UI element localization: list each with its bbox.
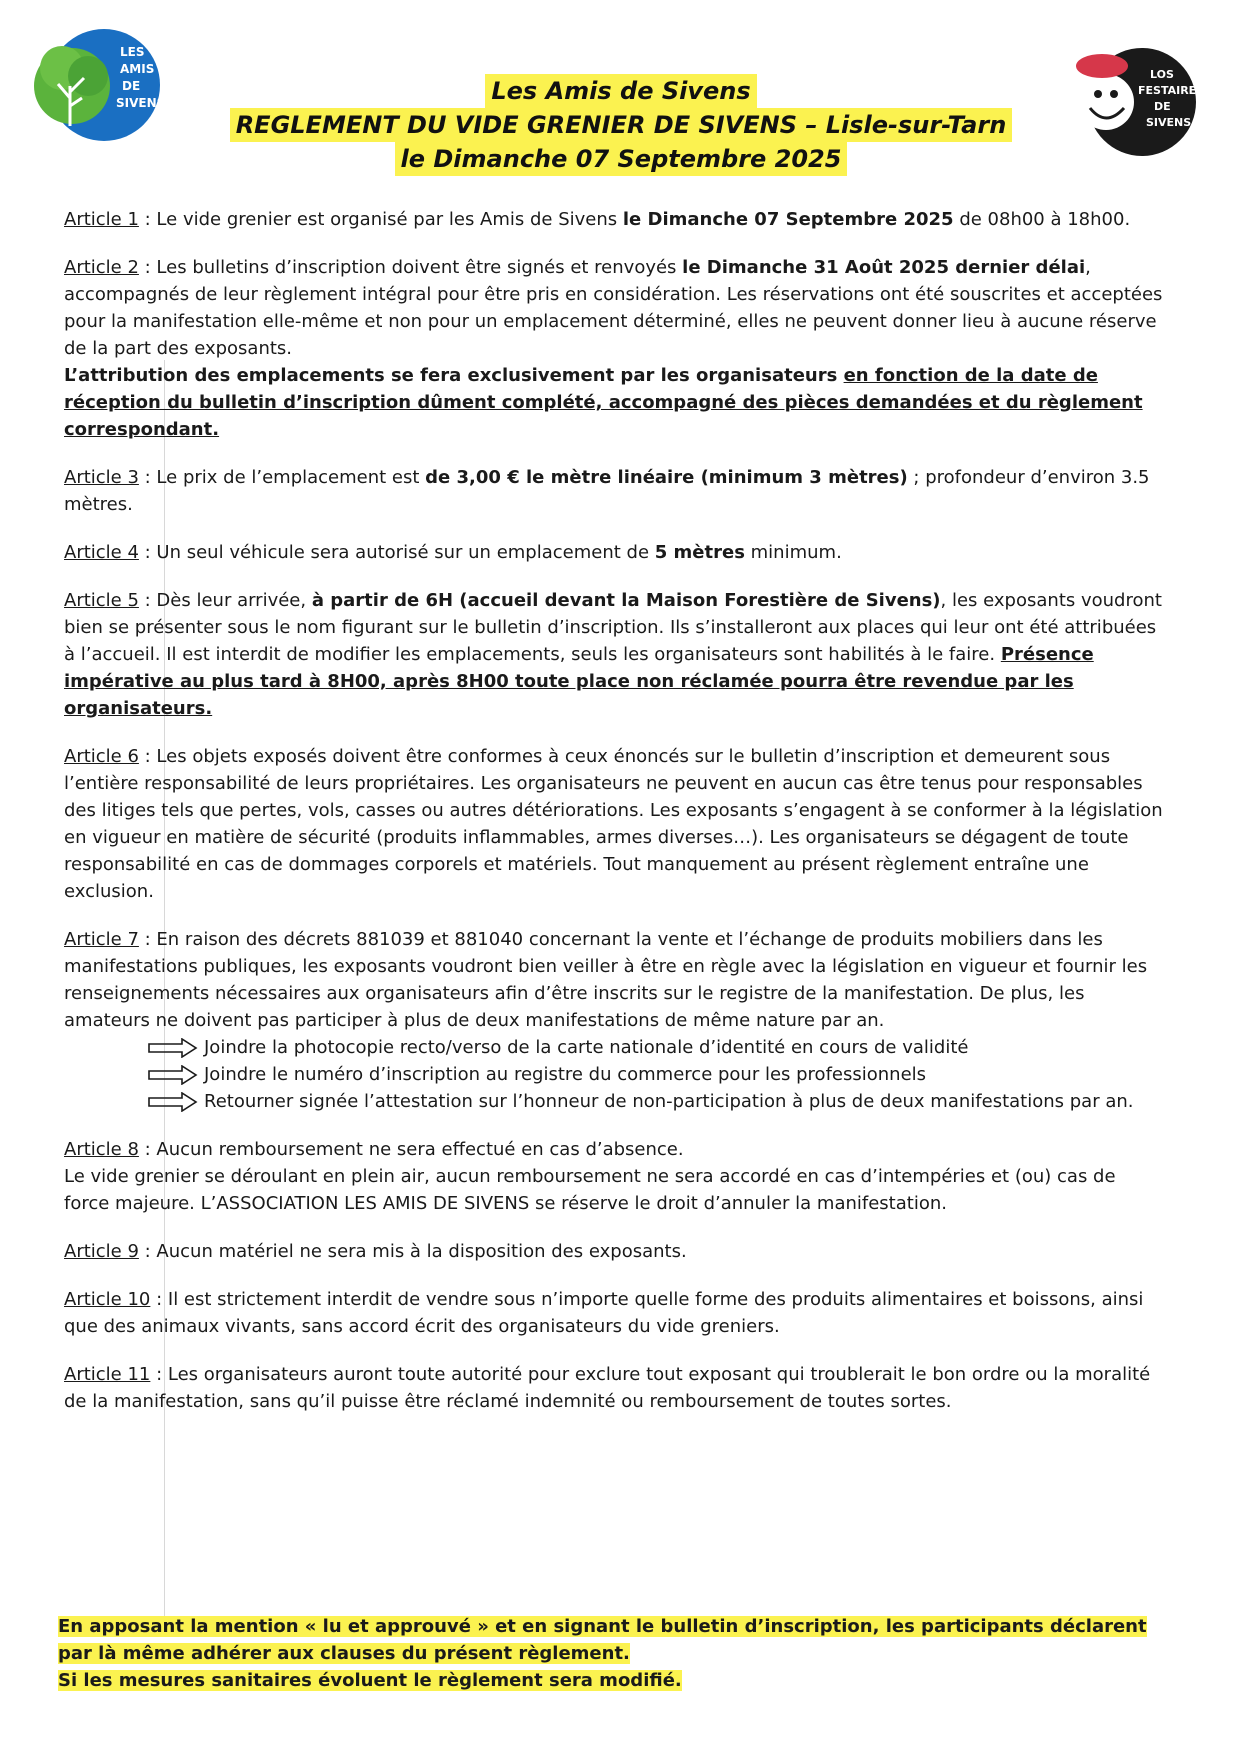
regulation-body (64, 206, 1164, 1436)
article-label: Article 2 (64, 257, 139, 278)
article-text: : Le vide grenier est organisé par les Amis de Sivens (138, 209, 623, 230)
article-8 (64, 1136, 1164, 1217)
article-4 (64, 539, 1164, 566)
article-7 (64, 926, 1164, 1115)
outline-arrow-right-icon (148, 1092, 198, 1112)
svg-text:SIVENS: SIVENS (1146, 116, 1192, 129)
article-label: Article 5 (64, 590, 139, 611)
list-item (148, 1034, 1164, 1061)
article-text: , les exposants voudront bien se présenter sous le nom figurant sur le bulletin d’inscription. Ils s’installeront aux places qui leur ont été attribuées à l’accueil. Il est interdit de modifier les emplacements, seuls les organisateurs sont habilités à le faire. (64, 590, 1162, 665)
document-header (0, 74, 1242, 176)
article-bold-text: de 3,00 € le mètre linéaire (minimum 3 mètres) (425, 467, 908, 488)
article-label: Article 8 (64, 1139, 139, 1160)
article-label: Article 6 (64, 746, 139, 767)
approval-statement (58, 1613, 1178, 1694)
article-text: : En raison des décrets 881039 et 881040 concernant la vente et l’échange de produits mobiliers dans les manifestations publiques, les exposants voudront bien veiller à être en règle avec la législation en vigueur et fournir les renseignements nécessaires aux organisateurs afin d’être inscrits sur le registre de la manifestation. De plus, les amateurs ne doivent pas participer à plus de deux manifestations de même nature par an. (64, 929, 1148, 1031)
article-bold-text: L’attribution des emplacements se fera exclusivement par les organisateurs (64, 365, 844, 386)
article-9 (64, 1238, 1164, 1265)
article-text: ; profondeur d’environ 3.5 mètres. (64, 467, 1150, 515)
article-text: : Les organisateurs auront toute autorité pour exclure tout exposant qui troublerait le bon ordre ou la moralité de la manifestation, sans qu’il puisse être réclamé indemnité ou remboursement de toutes sortes. (64, 1364, 1151, 1412)
article-label: Article 7 (64, 929, 139, 950)
svg-text:SIVENS: SIVENS (116, 96, 166, 110)
article-label: Article 4 (64, 542, 139, 563)
sanitary-measures-text: Si les mesures sanitaires évoluent le règlement sera modifié. (58, 1670, 682, 1691)
article-text: : Aucun matériel ne sera mis à la disposition des exposants. (138, 1241, 687, 1262)
article-bold-underlined-text: en fonction de la date de réception du bulletin d’inscription dûment complété, accompagné des pièces demandées et du règlement correspondant. (64, 365, 1143, 440)
article-label: Article 9 (64, 1241, 139, 1262)
article-label: Article 3 (64, 467, 139, 488)
association-title: Les Amis de Sivens (485, 74, 756, 108)
article-bold-underlined-text: Présence impérative au plus tard à 8H00, après 8H00 toute place non réclamée pourra être revendue par les organisateurs. (64, 644, 1094, 719)
list-item-text: Retourner signée l’attestation sur l’honneur de non-participation à plus de deux manifestations par an. (204, 1091, 1134, 1112)
article-2 (64, 254, 1164, 443)
svg-text:FESTAIRES: FESTAIRES (1138, 84, 1205, 97)
article-1 (64, 206, 1164, 233)
list-item (148, 1061, 1164, 1088)
article-bold-text: à partir de 6H (accueil devant la Maison Forestière de Sivens) (311, 590, 941, 611)
svg-text:LES: LES (120, 45, 145, 59)
list-item-text: Joindre le numéro d’inscription au registre du commerce pour les professionnels (204, 1064, 927, 1085)
article-text: : Le prix de l’emplacement est (138, 467, 426, 488)
event-date-title: le Dimanche 07 Septembre 2025 (395, 142, 848, 176)
article-3 (64, 464, 1164, 518)
svg-text:LOS: LOS (1150, 68, 1174, 81)
article-11 (64, 1361, 1164, 1415)
article-10 (64, 1286, 1164, 1340)
outline-arrow-right-icon (148, 1038, 198, 1058)
article-text: : Il est strictement interdit de vendre sous n’importe quelle forme des produits alimentaires et boissons, ainsi que des animaux vivants, sans accord écrit des organisateurs du vide greniers. (64, 1289, 1144, 1337)
article-text: minimum. (744, 542, 842, 563)
article-text: : Un seul véhicule sera autorisé sur un emplacement de (138, 542, 655, 563)
article-5 (64, 587, 1164, 722)
regulation-title: REGLEMENT DU VIDE GRENIER DE SIVENS – Lisle-sur-Tarn (230, 108, 1013, 142)
list-item (148, 1088, 1164, 1115)
outline-arrow-right-icon (148, 1065, 198, 1085)
article-text: : Les objets exposés doivent être conformes à ceux énoncés sur le bulletin d’inscription et demeurent sous l’entière responsabilité de leurs propriétaires. Les organisateurs ne peuvent en aucun cas être tenus pour responsables des litiges tels que pertes, vols, casses ou autres détériorations. Les exposants s’engagent à se conformer à la législation en vigueur en matière de sécurité (produits inflammables, armes diverses…). Les organisateurs se dégagent de toute responsabilité en cas de dommages corporels et matériels. Tout manquement au présent règlement entraîne une exclusion. (64, 746, 1163, 902)
svg-text:DE: DE (1154, 100, 1171, 113)
svg-text:AMIS: AMIS (120, 62, 155, 76)
article-bold-text: le Dimanche 07 Septembre 2025 (622, 209, 954, 230)
article-label: Article 10 (64, 1289, 151, 1310)
article-text: de 08h00 à 18h00. (953, 209, 1131, 230)
svg-text:DE: DE (122, 79, 141, 93)
article-6 (64, 743, 1164, 905)
approval-text: En apposant la mention « lu et approuvé » et en signant le bulletin d’inscription, les participants déclarent par là même adhérer aux clauses du présent règlement. (58, 1616, 1147, 1664)
article-text: : Dès leur arrivée, (138, 590, 312, 611)
article-text: : Aucun remboursement ne sera effectué en cas d’absence. (138, 1139, 684, 1160)
article-text: Le vide grenier se déroulant en plein air, aucun remboursement ne sera accordé en cas d’intempéries et (ou) cas de force majeure. L’ASSOCIATION LES AMIS DE SIVENS se réserve le droit d’annuler la manifestation. (64, 1166, 1116, 1214)
article-label: Article 1 (64, 209, 139, 230)
article-text: : Les bulletins d’inscription doivent être signés et renvoyés (138, 257, 683, 278)
article-text: , accompagnés de leur règlement intégral pour être pris en considération. Les réservations ont été souscrites et acceptées pour la manifestation elle-même et non pour un emplacement déterminé, elles ne peuvent donner lieu à aucune réserve de la part des exposants. (64, 257, 1163, 359)
article-bold-text: 5 mètres (654, 542, 745, 563)
article-label: Article 11 (64, 1364, 151, 1385)
article-bold-text: le Dimanche 31 Août 2025 dernier délai (682, 257, 1086, 278)
list-item-text: Joindre la photocopie recto/verso de la carte nationale d’identité en cours de validité (204, 1037, 969, 1058)
required-documents-list (64, 1034, 1164, 1115)
